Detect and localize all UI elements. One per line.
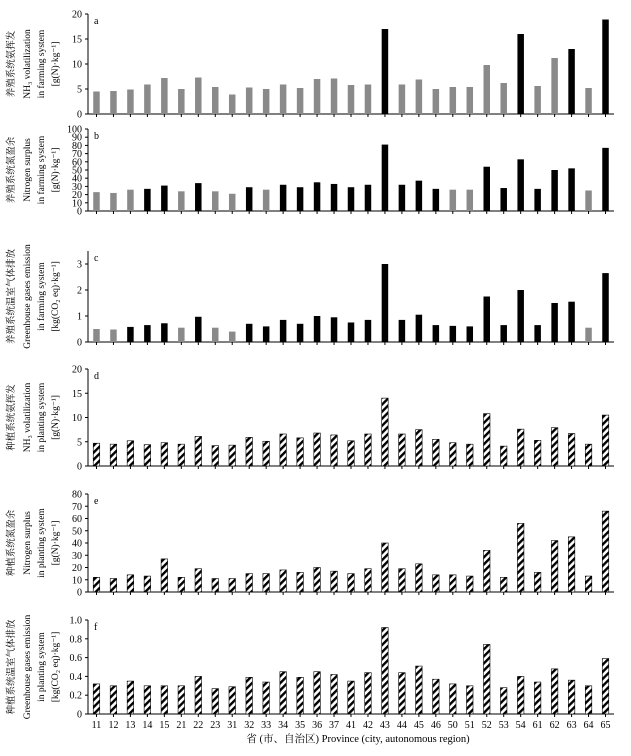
bar-45 bbox=[416, 80, 423, 115]
bar-31 bbox=[229, 95, 236, 115]
panel-d bbox=[5, 365, 614, 473]
bar-14 bbox=[144, 85, 151, 115]
x-tick-label: 11 bbox=[91, 720, 102, 731]
bar-52 bbox=[483, 167, 490, 211]
y-axis-label-line: in planting system bbox=[37, 632, 47, 702]
bar-34 bbox=[280, 320, 287, 342]
bar-61 bbox=[534, 572, 541, 592]
y-axis-label-line: in farming system bbox=[37, 29, 47, 99]
y-axis-label-line: [g(N)·kg⁻¹] bbox=[51, 41, 61, 87]
x-tick-label: 13 bbox=[125, 720, 136, 731]
x-tick-label: 14 bbox=[142, 720, 153, 731]
y-axis-label-line: in planting system bbox=[37, 382, 47, 453]
bar-62 bbox=[551, 303, 558, 342]
x-tick-label: 32 bbox=[244, 720, 255, 731]
bar-34 bbox=[280, 570, 287, 592]
bar-63 bbox=[568, 168, 575, 211]
bar-45 bbox=[416, 315, 423, 342]
bar-51 bbox=[467, 686, 474, 714]
bar-42 bbox=[365, 85, 372, 115]
y-tick-label: 40 bbox=[72, 173, 82, 185]
x-tick-label: 50 bbox=[447, 720, 458, 731]
bar-54 bbox=[517, 34, 524, 114]
x-axis-title: 省 (市、自治区) Province (city, autonomous region) bbox=[246, 734, 470, 745]
y-tick-label: 0.6 bbox=[69, 653, 82, 665]
y-tick-label: 90 bbox=[72, 132, 82, 144]
bar-53 bbox=[500, 188, 507, 211]
bar-36 bbox=[314, 79, 321, 114]
bar-42 bbox=[365, 673, 372, 714]
bar-52 bbox=[483, 297, 490, 343]
bar-51 bbox=[467, 87, 474, 114]
bar-15 bbox=[161, 559, 168, 592]
bar-23 bbox=[212, 328, 219, 342]
x-tick-label: 35 bbox=[295, 720, 306, 731]
bar-65 bbox=[602, 511, 609, 592]
bar-44 bbox=[399, 320, 406, 342]
bar-61 bbox=[534, 189, 541, 211]
bar-21 bbox=[178, 328, 185, 342]
y-tick-label: 30 bbox=[72, 550, 82, 562]
bar-64 bbox=[585, 328, 592, 342]
bar-34 bbox=[280, 672, 287, 714]
y-axis-label-line: Greenhouse gases emission bbox=[23, 614, 33, 720]
bar-13 bbox=[127, 681, 134, 714]
bar-50 bbox=[450, 190, 457, 211]
bar-37 bbox=[331, 675, 338, 714]
bar-52 bbox=[483, 550, 490, 592]
bar-53 bbox=[500, 83, 507, 114]
bar-14 bbox=[144, 189, 151, 211]
bar-62 bbox=[551, 58, 558, 114]
bar-22 bbox=[195, 78, 202, 115]
bar-64 bbox=[585, 686, 592, 714]
bar-23 bbox=[212, 191, 219, 211]
bar-34 bbox=[280, 434, 287, 466]
bar-31 bbox=[229, 579, 236, 592]
bar-35 bbox=[297, 677, 304, 714]
bar-37 bbox=[331, 79, 338, 115]
y-tick-label: 0 bbox=[77, 587, 82, 599]
panel-label: b bbox=[94, 131, 99, 142]
y-tick-label: 10 bbox=[72, 59, 82, 71]
x-tick-label: 63 bbox=[566, 720, 577, 731]
bar-62 bbox=[551, 669, 558, 714]
x-tick-label: 65 bbox=[600, 720, 611, 731]
bar-15 bbox=[161, 323, 168, 342]
bar-61 bbox=[534, 682, 541, 714]
bar-53 bbox=[500, 446, 507, 466]
bar-34 bbox=[280, 185, 287, 211]
bar-44 bbox=[399, 673, 406, 714]
bar-34 bbox=[280, 85, 287, 115]
x-tick-label: 62 bbox=[549, 720, 560, 731]
bar-46 bbox=[433, 89, 440, 114]
bar-15 bbox=[161, 686, 168, 714]
bar-32 bbox=[246, 574, 253, 592]
y-tick-label: 5 bbox=[77, 437, 82, 449]
x-tick-label: 36 bbox=[312, 720, 323, 731]
bar-31 bbox=[229, 332, 236, 342]
bar-21 bbox=[178, 89, 185, 114]
bar-53 bbox=[500, 325, 507, 342]
y-axis-label-line: NH₃ volatilization bbox=[23, 29, 33, 99]
bar-13 bbox=[127, 441, 134, 466]
bar-41 bbox=[348, 574, 355, 592]
y-tick-label: 60 bbox=[72, 514, 82, 525]
y-tick-label: 0.2 bbox=[69, 690, 82, 702]
bar-23 bbox=[212, 446, 219, 466]
bar-52 bbox=[483, 414, 490, 466]
bar-12 bbox=[110, 686, 117, 714]
x-tick-label: 33 bbox=[261, 720, 272, 731]
x-tick-label: 53 bbox=[498, 720, 509, 731]
bar-62 bbox=[551, 541, 558, 592]
x-tick-label: 64 bbox=[583, 720, 594, 731]
y-tick-label: 15 bbox=[72, 34, 82, 46]
y-tick-label: 100 bbox=[67, 124, 82, 136]
y-tick-label: 10 bbox=[72, 413, 82, 424]
panel-a bbox=[5, 10, 614, 121]
x-tick-label: 54 bbox=[515, 720, 526, 731]
bar-43 bbox=[382, 145, 389, 211]
bar-14 bbox=[144, 576, 151, 592]
panel-b bbox=[5, 125, 614, 218]
bar-53 bbox=[500, 688, 507, 714]
bar-54 bbox=[517, 429, 524, 466]
bar-36 bbox=[314, 182, 321, 211]
bar-41 bbox=[348, 187, 355, 211]
bar-63 bbox=[568, 537, 575, 592]
y-axis-label-line: Greenhouse gases emission bbox=[23, 244, 33, 349]
y-tick-label: 30 bbox=[72, 181, 82, 193]
bar-51 bbox=[467, 190, 474, 211]
bar-31 bbox=[229, 687, 236, 714]
bar-61 bbox=[534, 325, 541, 342]
y-tick-label: 70 bbox=[72, 501, 82, 513]
bar-65 bbox=[602, 148, 609, 211]
bar-46 bbox=[433, 189, 440, 211]
y-axis-label-line: 养殖系统氮盈余 bbox=[7, 136, 17, 204]
bar-21 bbox=[178, 444, 185, 466]
bar-37 bbox=[331, 571, 338, 592]
bar-52 bbox=[483, 65, 490, 114]
y-tick-label: 0 bbox=[77, 461, 82, 473]
bar-33 bbox=[263, 441, 270, 466]
bar-46 bbox=[433, 325, 440, 342]
bar-61 bbox=[534, 440, 541, 466]
panel-c bbox=[5, 244, 614, 349]
bar-14 bbox=[144, 445, 151, 466]
bar-50 bbox=[450, 87, 457, 114]
y-tick-label: 0.4 bbox=[69, 671, 82, 683]
bar-12 bbox=[110, 579, 117, 592]
y-axis-label-line: in farming system bbox=[37, 135, 47, 205]
bar-64 bbox=[585, 88, 592, 114]
bar-21 bbox=[178, 577, 185, 592]
x-tick-label: 43 bbox=[379, 720, 390, 731]
bar-53 bbox=[500, 577, 507, 592]
bar-62 bbox=[551, 170, 558, 211]
y-tick-label: 20 bbox=[72, 9, 82, 21]
bar-46 bbox=[433, 439, 440, 466]
bar-65 bbox=[602, 415, 609, 466]
bar-54 bbox=[517, 676, 524, 714]
bar-31 bbox=[229, 194, 236, 211]
y-axis-label-line: in farming system bbox=[37, 262, 47, 331]
bar-51 bbox=[467, 576, 474, 592]
y-tick-label: 0.8 bbox=[69, 634, 82, 646]
bar-46 bbox=[433, 679, 440, 714]
bar-13 bbox=[127, 575, 134, 592]
bar-63 bbox=[568, 302, 575, 342]
bar-21 bbox=[178, 191, 185, 211]
y-axis-label-line: [kg(CO₂ eq)·kg⁻¹] bbox=[51, 631, 61, 703]
bar-50 bbox=[450, 684, 457, 714]
bar-52 bbox=[483, 644, 490, 714]
bar-65 bbox=[602, 659, 609, 714]
bar-31 bbox=[229, 445, 236, 466]
bar-15 bbox=[161, 186, 168, 211]
bar-33 bbox=[263, 326, 270, 342]
x-tick-label: 22 bbox=[193, 720, 204, 731]
x-tick-label: 37 bbox=[329, 720, 340, 731]
bar-12 bbox=[110, 330, 117, 342]
bar-15 bbox=[161, 78, 168, 114]
y-axis-label-line: in planting system bbox=[37, 508, 47, 578]
y-axis-label-line: 种植系统氨挥发 bbox=[7, 384, 17, 451]
y-tick-label: 70 bbox=[72, 149, 82, 161]
y-tick-label: 15 bbox=[72, 388, 82, 400]
bar-32 bbox=[246, 324, 253, 342]
x-tick-label: 45 bbox=[413, 720, 424, 731]
y-tick-label: 2 bbox=[77, 285, 82, 297]
y-tick-label: 10 bbox=[72, 575, 82, 587]
bar-37 bbox=[331, 435, 338, 466]
y-tick-label: 40 bbox=[72, 538, 82, 550]
bar-42 bbox=[365, 434, 372, 466]
y-axis-label-line: [g(N)·kg⁻¹] bbox=[51, 520, 61, 566]
y-tick-label: 1.0 bbox=[69, 615, 82, 627]
bar-35 bbox=[297, 187, 304, 211]
bar-43 bbox=[382, 628, 389, 714]
bar-11 bbox=[93, 92, 100, 115]
bar-51 bbox=[467, 444, 474, 466]
bar-46 bbox=[433, 575, 440, 592]
bar-36 bbox=[314, 672, 321, 714]
bar-44 bbox=[399, 185, 406, 211]
x-tick-label: 31 bbox=[227, 720, 238, 731]
panel-label: c bbox=[94, 253, 99, 264]
bar-64 bbox=[585, 444, 592, 466]
bar-23 bbox=[212, 689, 219, 714]
y-tick-label: 1 bbox=[77, 311, 82, 323]
x-tick-label: 52 bbox=[481, 720, 492, 731]
bar-63 bbox=[568, 434, 575, 466]
bar-45 bbox=[416, 430, 423, 466]
bar-42 bbox=[365, 320, 372, 342]
bar-22 bbox=[195, 676, 202, 714]
y-tick-label: 80 bbox=[72, 489, 82, 501]
bar-32 bbox=[246, 88, 253, 115]
bar-41 bbox=[348, 681, 355, 714]
y-axis-label-line: 养殖系统氨挥发 bbox=[7, 30, 17, 98]
panel-f bbox=[5, 615, 614, 731]
x-tick-label: 46 bbox=[430, 720, 441, 731]
bar-63 bbox=[568, 49, 575, 114]
bar-61 bbox=[534, 86, 541, 114]
bar-33 bbox=[263, 89, 270, 114]
y-axis-label-line: 种植系统温室气体排放 bbox=[7, 619, 17, 715]
bar-33 bbox=[263, 574, 270, 592]
bar-35 bbox=[297, 572, 304, 592]
bar-54 bbox=[517, 159, 524, 211]
bar-23 bbox=[212, 579, 219, 592]
x-tick-label: 44 bbox=[396, 720, 407, 731]
bar-12 bbox=[110, 444, 117, 466]
y-tick-label: 0 bbox=[77, 206, 82, 218]
bar-62 bbox=[551, 428, 558, 466]
x-tick-label: 23 bbox=[210, 720, 221, 731]
bar-43 bbox=[382, 398, 389, 466]
bar-45 bbox=[416, 564, 423, 592]
panel-label: d bbox=[94, 371, 99, 382]
bar-11 bbox=[93, 192, 100, 211]
bar-21 bbox=[178, 686, 185, 714]
y-tick-label: 50 bbox=[72, 165, 82, 177]
bar-65 bbox=[602, 273, 609, 342]
bar-50 bbox=[450, 326, 457, 342]
bar-32 bbox=[246, 437, 253, 466]
y-tick-label: 0 bbox=[77, 109, 82, 121]
bar-44 bbox=[399, 85, 406, 115]
bar-14 bbox=[144, 325, 151, 342]
bar-11 bbox=[93, 443, 100, 466]
y-axis-label-line: 种植系统氮盈余 bbox=[7, 509, 17, 577]
bar-13 bbox=[127, 327, 134, 342]
bar-11 bbox=[93, 684, 100, 714]
bar-42 bbox=[365, 185, 372, 211]
y-tick-label: 0 bbox=[77, 337, 82, 349]
bar-23 bbox=[212, 87, 219, 114]
bar-35 bbox=[297, 324, 304, 342]
panel-label: e bbox=[94, 496, 99, 507]
x-tick-label: 42 bbox=[362, 720, 373, 731]
bar-41 bbox=[348, 323, 355, 343]
y-tick-label: 50 bbox=[72, 526, 82, 538]
bar-65 bbox=[602, 20, 609, 115]
y-tick-label: 3 bbox=[77, 259, 82, 271]
y-axis-label-line: NH₃ volatilization bbox=[23, 382, 33, 453]
x-tick-label: 12 bbox=[108, 720, 119, 731]
y-tick-label: 20 bbox=[72, 190, 82, 202]
bar-37 bbox=[331, 184, 338, 211]
y-axis-label-line: [g(N)·kg⁻¹] bbox=[51, 395, 61, 440]
x-tick-label: 61 bbox=[532, 720, 543, 731]
bar-51 bbox=[467, 326, 474, 342]
bar-36 bbox=[314, 316, 321, 342]
y-tick-label: 20 bbox=[72, 364, 82, 376]
bar-22 bbox=[195, 436, 202, 466]
y-tick-label: 80 bbox=[72, 140, 82, 152]
panel-label: f bbox=[94, 622, 98, 633]
bar-35 bbox=[297, 438, 304, 466]
y-tick-label: 0 bbox=[77, 709, 82, 721]
bar-41 bbox=[348, 85, 355, 114]
bar-11 bbox=[93, 329, 100, 342]
bar-32 bbox=[246, 187, 253, 211]
bar-43 bbox=[382, 264, 389, 342]
bar-50 bbox=[450, 443, 457, 466]
panel-label: a bbox=[94, 16, 99, 27]
y-axis-label-line: [g(N)·kg⁻¹] bbox=[51, 147, 61, 193]
y-axis-label-line: Nitrogen surplus bbox=[23, 511, 33, 575]
y-tick-label: 5 bbox=[77, 84, 82, 96]
bar-64 bbox=[585, 191, 592, 212]
bar-13 bbox=[127, 90, 134, 115]
y-axis-label-line: Nitrogen surplus bbox=[23, 138, 33, 202]
panel-e bbox=[5, 490, 614, 599]
y-tick-label: 20 bbox=[72, 563, 82, 574]
y-tick-label: 10 bbox=[72, 198, 82, 210]
bar-15 bbox=[161, 443, 168, 466]
bar-37 bbox=[331, 317, 338, 342]
bar-11 bbox=[93, 577, 100, 592]
x-tick-label: 15 bbox=[159, 720, 170, 731]
bar-32 bbox=[246, 677, 253, 714]
bar-63 bbox=[568, 680, 575, 714]
bar-44 bbox=[399, 569, 406, 592]
y-axis-label-line: [kg(CO₂ eq)·kg⁻¹] bbox=[51, 261, 61, 332]
x-tick-label: 51 bbox=[464, 720, 475, 731]
bar-12 bbox=[110, 193, 117, 211]
bar-22 bbox=[195, 317, 202, 342]
bar-36 bbox=[314, 568, 321, 593]
x-tick-label: 41 bbox=[346, 720, 356, 731]
bar-43 bbox=[382, 543, 389, 592]
bar-42 bbox=[365, 569, 372, 592]
y-axis-label-line: 养殖系统温室气体排放 bbox=[7, 248, 17, 345]
bar-36 bbox=[314, 433, 321, 466]
bar-44 bbox=[399, 434, 406, 466]
bar-12 bbox=[110, 91, 117, 114]
bar-54 bbox=[517, 290, 524, 342]
bar-13 bbox=[127, 190, 134, 211]
bar-33 bbox=[263, 190, 270, 211]
bar-41 bbox=[348, 441, 355, 466]
bar-35 bbox=[297, 88, 304, 114]
bar-54 bbox=[517, 523, 524, 592]
y-tick-label: 60 bbox=[72, 157, 82, 169]
bar-64 bbox=[585, 576, 592, 592]
bar-43 bbox=[382, 29, 389, 114]
x-tick-label: 21 bbox=[176, 720, 187, 731]
bar-45 bbox=[416, 666, 423, 714]
bar-22 bbox=[195, 183, 202, 211]
bar-50 bbox=[450, 575, 457, 592]
x-tick-label: 34 bbox=[278, 720, 289, 731]
bar-33 bbox=[263, 682, 270, 714]
bar-22 bbox=[195, 569, 202, 592]
bar-45 bbox=[416, 181, 423, 211]
bar-14 bbox=[144, 686, 151, 714]
